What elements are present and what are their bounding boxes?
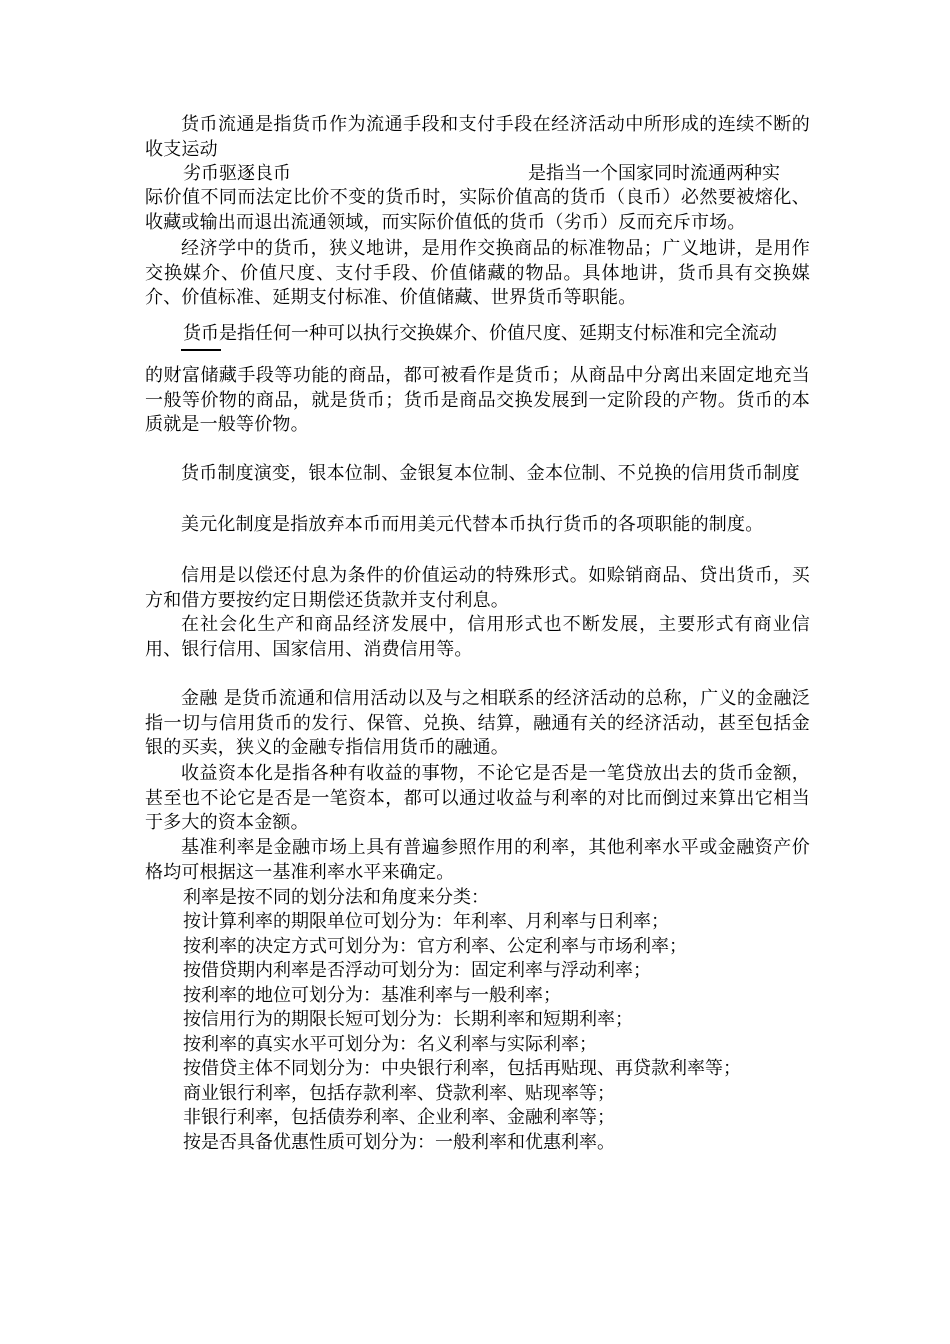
paragraph-greshams-law-definition: 际价值不同而法定比价不变的货币时，实际价值高的货币（良币）必然要被熔化、收藏或输出而退出流通领域，而实际价值低的货币（劣币）反而充斥市场。 bbox=[145, 187, 810, 233]
paragraph-dollarization: 美元化制度是指放弃本币而用美元代替本币执行货币的各项职能的制度。 bbox=[181, 514, 764, 535]
list-item: 按计算利率的期限单位可划分为：年利率、月利率与日利率； bbox=[183, 911, 669, 932]
underline-mark bbox=[181, 349, 221, 351]
list-item: 按信用行为的期限长短可划分为：长期利率和短期利率； bbox=[183, 1009, 633, 1030]
paragraph-credit-definition: 信用是以偿还付息为条件的价值运动的特殊形式。如赊销商品、贷出货币，买方和借方要按约定日期偿还货款并支付利息。 bbox=[145, 565, 810, 611]
paragraph-income-capitalization: 收益资本化是指各种有收益的事物，不论它是否是一笔贷放出去的货币金额，甚至也不论它是否是一笔资本，都可以通过收益与利率的对比而倒过来算出它相当于多大的资本金额。 bbox=[145, 763, 810, 833]
paragraph-currency-circulation: 货币流通是指货币作为流通手段和支付手段在经济活动中所形成的连续不断的收支运动 bbox=[145, 114, 810, 160]
paragraph-benchmark-rate: 基准利率是金融市场上具有普遍参照作用的利率，其他利率水平或金融资产价格均可根据这一基准利率水平来确定。 bbox=[145, 837, 810, 883]
paragraph-monetary-system-evolution: 货币制度演变，银本位制、金银复本位制、金本位制、不兑换的信用货币制度 bbox=[181, 463, 800, 484]
list-item: 非银行利率，包括债券利率、企业利率、金融利率等； bbox=[183, 1107, 615, 1128]
paragraph-greshams-law-definition-start: 是指当一个国家同时流通两种实 bbox=[528, 163, 780, 184]
paragraph-money-economics: 经济学中的货币，狭义地讲，是用作交换商品的标准物品；广义地讲，是用作交换媒介、价值尺度、支付手段、价值储藏的物品。具体地讲，货币具有交换媒介、价值标准、延期支付标准、价值储藏、世界货币等职能。 bbox=[145, 238, 810, 308]
paragraph-credit-forms: 在社会化生产和商品经济发展中，信用形式也不断发展，主要形式有商业信用、银行信用、国家信用、消费信用等。 bbox=[145, 614, 810, 660]
paragraph-finance-definition: 金融 是货币流通和信用活动以及与之相联系的经济活动的总称，广义的金融泛指一切与信用货币的发行、保管、兑换、结算，融通有关的经济活动，甚至包括金银的买卖，狭义的金融专指信用货币的融通。 bbox=[145, 688, 810, 758]
list-item: 利率是按不同的划分法和角度来分类： bbox=[183, 887, 489, 908]
paragraph-greshams-law-term: 劣币驱逐良币 bbox=[183, 163, 291, 184]
paragraph-money-definition-first-line: 货币是指任何一种可以执行交换媒介、价值尺度、延期支付标准和完全流动 bbox=[183, 323, 777, 344]
paragraph-money-definition: 的财富储藏手段等功能的商品，都可被看作是货币；从商品中分离出来固定地充当一般等价物的商品，就是货币；货币是商品交换发展到一定阶段的产物。货币的本质就是一般等价物。 bbox=[145, 365, 810, 435]
list-item: 按借贷主体不同划分为：中央银行利率，包括再贴现、再贷款利率等； bbox=[183, 1058, 741, 1079]
list-item: 按是否具备优惠性质可划分为：一般利率和优惠利率。 bbox=[183, 1132, 615, 1153]
list-item: 按利率的决定方式可划分为：官方利率、公定利率与市场利率； bbox=[183, 936, 687, 957]
list-item: 按利率的地位可划分为：基准利率与一般利率； bbox=[183, 985, 561, 1006]
list-item: 按借贷期内利率是否浮动可划分为：固定利率与浮动利率； bbox=[183, 960, 651, 981]
list-item: 按利率的真实水平可划分为：名义利率与实际利率； bbox=[183, 1034, 597, 1055]
list-item: 商业银行利率，包括存款利率、贷款利率、贴现率等； bbox=[183, 1083, 615, 1104]
